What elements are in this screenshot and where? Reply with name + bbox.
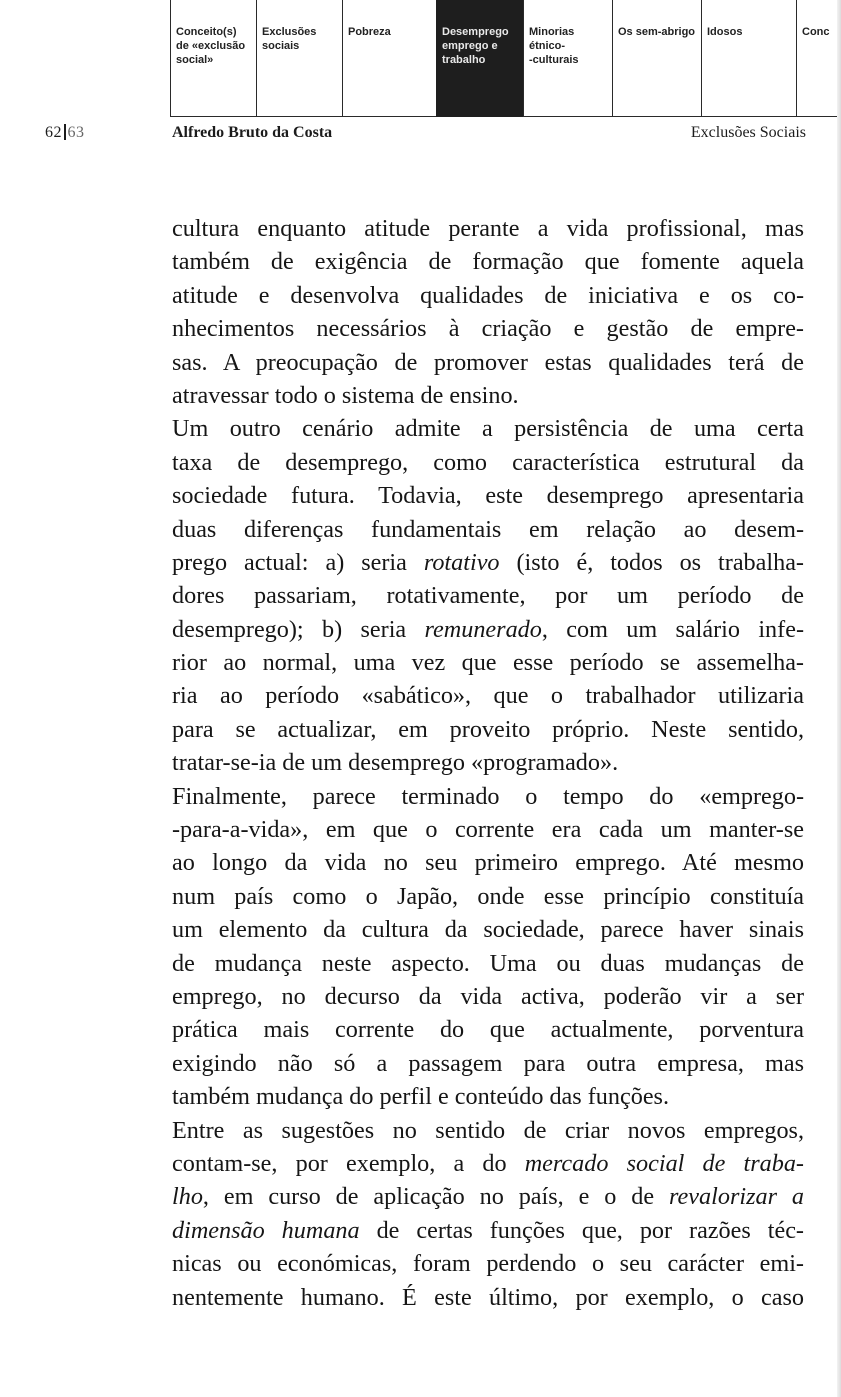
tab-idosos[interactable] [701, 0, 796, 117]
text-run: prego actual: a) seria [172, 548, 424, 576]
text-run: um elemento da cultura da sociedade, parece haver sinais [172, 916, 804, 944]
text-run: para se actualizar, em proveito próprio. Neste sentido, [172, 715, 804, 743]
body-line [172, 312, 804, 345]
text-run: atravessar todo o sistema de ensino. [172, 381, 519, 409]
text-run: cultura enquanto atitude perante a vida profissional, mas [172, 215, 804, 242]
body-line [172, 980, 804, 1013]
tab-os-sem-abrigo[interactable] [612, 0, 701, 117]
body-line [172, 1080, 804, 1113]
page-number-left: 62 [45, 124, 62, 141]
body-line [172, 1214, 804, 1247]
text-run: exigindo não só a passagem para outra empresa, mas [172, 1049, 804, 1077]
tab-minorias-etnico-culturais[interactable] [523, 0, 612, 117]
body-line [172, 1147, 804, 1180]
tab-label-line: Minorias [529, 26, 575, 38]
body-line [172, 346, 804, 379]
body-line [172, 780, 804, 813]
chapter-tab-strip [170, 0, 841, 118]
tab-label-line: étnico- [529, 40, 566, 52]
italic-text: revalorizar a [669, 1183, 804, 1211]
body-line [172, 646, 804, 679]
text-run: nentemente humano. É este último, por exemplo, o caso [172, 1283, 804, 1311]
text-run: num país como o Japão, onde esse princípio constituía [172, 882, 804, 910]
page-edge-shadow [837, 0, 841, 1397]
page-numbers [45, 124, 85, 142]
text-run: também de exigência de formação que fomente aquela [172, 248, 804, 276]
body-line [172, 846, 804, 879]
tab-label-line: -culturais [529, 54, 579, 66]
body-line [172, 245, 804, 278]
body-line [172, 513, 804, 546]
text-run: (isto é, todos os trabalha- [499, 548, 804, 576]
text-run: duas diferenças fundamentais em relação ao desem- [172, 515, 804, 543]
tab-desemprego-emprego-trabalho[interactable] [436, 0, 523, 117]
text-run: desemprego); b) seria [172, 615, 425, 643]
text-run: , em curso de aplicação no país, e o de [202, 1183, 670, 1211]
body-line [172, 579, 804, 612]
body-line [172, 479, 804, 512]
body-line [172, 613, 804, 646]
tab-label-line: Conc [802, 26, 830, 38]
italic-text: remunerado [424, 615, 542, 643]
tab-label-line: Os sem-abrigo [618, 26, 696, 38]
body-line [172, 1047, 804, 1080]
text-run: -para-a-vida», em que o corrente era cada um manter-se [172, 816, 804, 844]
body-line [172, 1247, 804, 1280]
tab-label-line: Conceito(s) [176, 26, 237, 38]
italic-text: dimensão humana [172, 1216, 360, 1244]
body-line [172, 713, 804, 746]
italic-text: rotativo [423, 548, 500, 576]
text-run: de mudança neste aspecto. Uma ou duas mudanças de [172, 949, 804, 977]
page-number-right: 63 [67, 124, 85, 141]
body-line [172, 412, 804, 445]
tab-label-line: Desemprego [442, 26, 509, 38]
body-line [172, 913, 804, 946]
body-line [172, 947, 804, 980]
text-run: também mudança do perfil e conteúdo das funções. [172, 1083, 670, 1111]
text-run: , com um salário infe- [541, 615, 804, 643]
body-line [172, 212, 804, 245]
page-number-divider [64, 124, 66, 140]
text-run: ria ao período «sabático», que o trabalhador utilizaria [172, 682, 804, 710]
text-run: atitude e desenvolva qualidades de iniciativa e os co- [172, 281, 804, 309]
tab-label-line: social» [176, 54, 214, 66]
body-line [172, 746, 804, 779]
body-line [172, 813, 804, 846]
running-head-author: Alfredo Bruto da Costa [172, 124, 333, 141]
tab-label-line: trabalho [442, 54, 486, 66]
body-line [172, 1180, 804, 1213]
tab-label-line: Exclusões [262, 26, 317, 38]
body-line [172, 679, 804, 712]
running-head-section: Exclusões Sociais [690, 124, 806, 141]
tab-label-line: Idosos [707, 26, 743, 38]
text-run: tratar-se-ia de um desemprego «programado». [172, 749, 619, 777]
text-run: nhecimentos necessários à criação e gestão de empre- [172, 315, 804, 343]
body-line [172, 1281, 804, 1314]
text-run: Entre as sugestões no sentido de criar novos empregos, [172, 1116, 804, 1144]
text-run: Finalmente, parece terminado o tempo do «emprego- [172, 782, 804, 810]
text-run: sociedade futura. Todavia, este desemprego apresentaria [172, 482, 804, 510]
italic-text: mercado social de traba- [524, 1149, 804, 1177]
tab-exclusoes-sociais[interactable] [256, 0, 342, 117]
text-run: taxa de desemprego, como característica estrutural da [172, 448, 804, 476]
tab-conclusao-partial[interactable] [796, 0, 841, 117]
tab-label-line: emprego e [442, 40, 498, 52]
text-run: de certas funções que, por razões téc- [359, 1216, 804, 1244]
body-text [172, 212, 804, 1314]
tab-label-line: sociais [262, 40, 300, 52]
text-run: sas. A preocupação de promover estas qualidades terá de [172, 348, 804, 376]
text-run: prática mais corrente do que actualmente, porventura [172, 1016, 804, 1044]
body-line [172, 1114, 804, 1147]
tab-label-line: de «exclusão [176, 40, 246, 52]
body-line [172, 446, 804, 479]
text-run: dores passariam, rotativamente, por um período de [172, 582, 804, 610]
text-run: emprego, no decurso da vida activa, poderão vir a ser [172, 982, 804, 1010]
tab-label-line: Pobreza [348, 26, 391, 38]
text-run: rior ao normal, uma vez que esse período se assemelha- [172, 649, 804, 677]
body-line [172, 880, 804, 913]
body-line [172, 1013, 804, 1046]
body-line [172, 546, 804, 579]
body-line [172, 379, 804, 412]
tab-pobreza[interactable] [342, 0, 433, 117]
body-line [172, 279, 804, 312]
tab-conceito-exclusao-social[interactable] [170, 0, 256, 117]
text-run: ao longo da vida no seu primeiro emprego. Até mesmo [172, 849, 804, 877]
text-run: contam-se, por exemplo, a do [172, 1149, 525, 1177]
text-run: Um outro cenário admite a persistência de uma certa [172, 415, 804, 443]
italic-text: lho [172, 1183, 203, 1211]
text-run: nicas ou económicas, foram perdendo o seu carácter emi- [172, 1250, 804, 1278]
